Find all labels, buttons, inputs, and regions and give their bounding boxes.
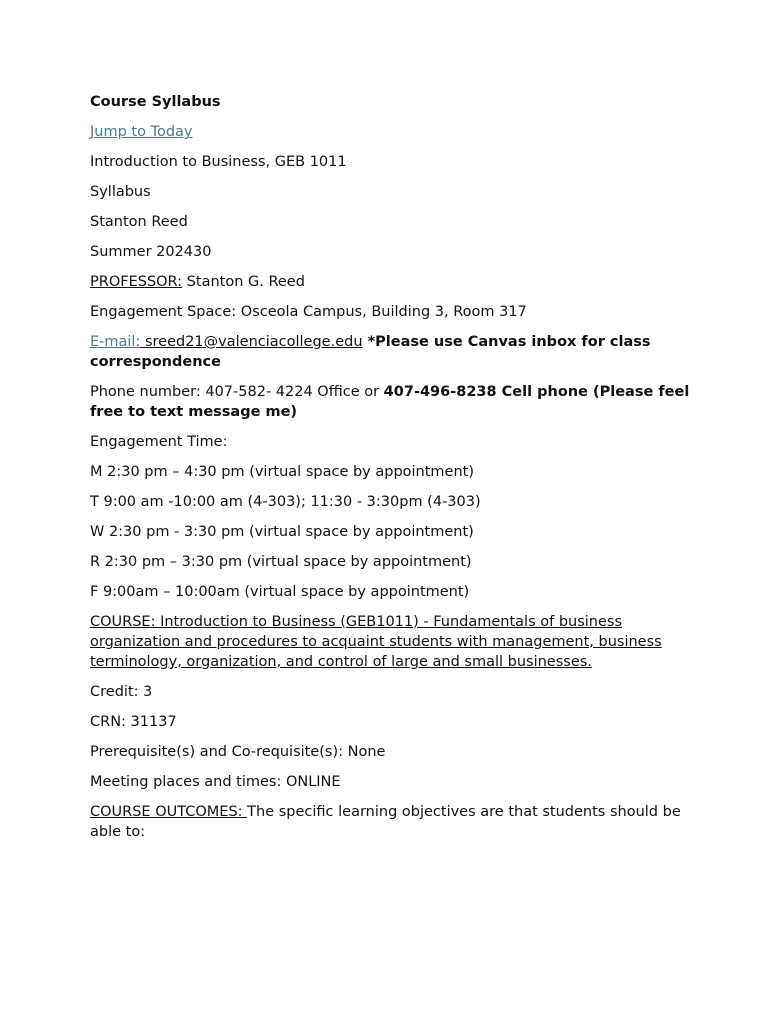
jump-to-today-link[interactable]: Jump to Today [90, 124, 193, 140]
phone-cell: 407-496-8238 Cell phone (Please feel free to text message me) [90, 384, 690, 420]
engagement-space: Engagement Space: Osceola Campus, Building 3, Room 317 [90, 304, 527, 320]
phone-line [90, 382, 690, 422]
course-outcomes [90, 802, 690, 842]
doc-type: Syllabus [90, 184, 151, 200]
jump-to-today-row [90, 122, 690, 142]
document-title: Course Syllabus [90, 94, 221, 110]
engagement-slot-wednesday: W 2:30 pm - 3:30 pm (virtual space by appointment) [90, 524, 474, 540]
email-address[interactable]: sreed21@valenciacollege.edu [140, 334, 363, 350]
professor-label: PROFESSOR: [90, 274, 183, 290]
phone-office: Phone number: 407-582- 4224 Office or [90, 384, 384, 400]
course-outcomes-text: The specific learning objectives are that students should be able to: [90, 804, 681, 840]
email-label-link[interactable]: E-mail: [90, 334, 141, 350]
email-note: *Please use Canvas inbox for class correspondence [90, 334, 651, 370]
course-name: Introduction to Business, GEB 1011 [90, 154, 347, 170]
syllabus-document [90, 92, 690, 852]
instructor-name: Stanton Reed [90, 214, 188, 230]
engagement-slot-tuesday: T 9:00 am -10:00 am (4-303); 11:30 - 3:30pm (4-303) [90, 494, 481, 510]
engagement-time-label: Engagement Time: [90, 434, 228, 450]
course-description: COURSE: Introduction to Business (GEB1011) - Fundamentals of business organization and procedures to acquaint students with management, business terminology, organization, and control of large and small businesses. [90, 614, 662, 670]
prerequisites: Prerequisite(s) and Co-requisite(s): None [90, 744, 386, 760]
email-line [90, 332, 690, 372]
engagement-slot-monday: M 2:30 pm – 4:30 pm (virtual space by appointment) [90, 464, 475, 480]
crn: CRN: 31137 [90, 714, 177, 730]
term: Summer 202430 [90, 244, 212, 260]
course-outcomes-label: COURSE OUTCOMES: [90, 804, 248, 820]
professor-value: Stanton G. Reed [182, 274, 305, 290]
engagement-slot-thursday: R 2:30 pm – 3:30 pm (virtual space by appointment) [90, 554, 472, 570]
meeting-places: Meeting places and times: ONLINE [90, 774, 341, 790]
engagement-slot-friday: F 9:00am – 10:00am (virtual space by appointment) [90, 584, 470, 600]
professor-line [90, 272, 690, 292]
credit: Credit: 3 [90, 684, 153, 700]
